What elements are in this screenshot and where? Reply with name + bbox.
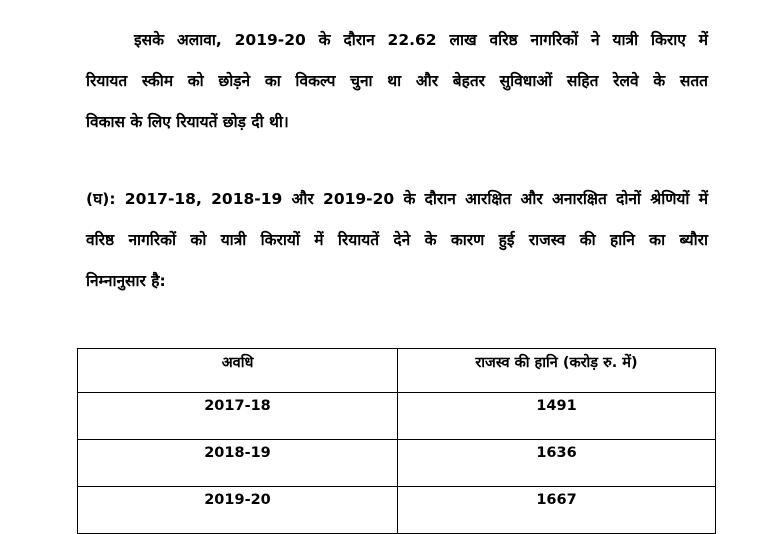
- paragraph-revenue-loss-intro: [86, 179, 708, 302]
- table-header-row: [78, 349, 716, 393]
- period-cell: 2019-20: [78, 487, 398, 534]
- table-row: [78, 393, 716, 440]
- period-cell: 2017-18: [78, 393, 398, 440]
- paragraph-line: निम्नानुसार है:: [86, 272, 166, 290]
- paragraph-line: विकास के लिए रियायतें छोड़ दी थी।: [86, 113, 289, 131]
- paragraph-line: रियायत स्कीम को छोड़ने का विकल्प चुना था और बेहतर सुविधाओं सहित रेलवे के सतत: [86, 72, 708, 90]
- table-row: [78, 440, 716, 487]
- paragraph-line: (घ): 2017-18, 2018-19 और 2019-20 के दौरान आरक्षित और अनारक्षित दोनों श्रेणियों में: [86, 190, 708, 208]
- revenue-loss-cell: 1636: [398, 440, 716, 487]
- revenue-loss-cell: 1667: [398, 487, 716, 534]
- period-cell: 2018-19: [78, 440, 398, 487]
- paragraph-line: वरिष्ठ नागरिकों को यात्री किरायों में रियायतें देने के कारण हुई राजस्व की हानि का ब्यौरा: [86, 231, 708, 249]
- revenue-loss-table: [77, 348, 716, 534]
- paragraph-waiver-info: [86, 20, 708, 143]
- revenue-loss-cell: 1491: [398, 393, 716, 440]
- table-row: [78, 487, 716, 534]
- paragraph-line: इसके अलावा, 2019-20 के दौरान 22.62 लाख वरिष्ठ नागरिकों ने यात्री किराए में: [134, 31, 708, 49]
- column-header-revenue-loss: राजस्व की हानि (करोड़ रु. में): [398, 349, 716, 393]
- column-header-period: अवधि: [78, 349, 398, 393]
